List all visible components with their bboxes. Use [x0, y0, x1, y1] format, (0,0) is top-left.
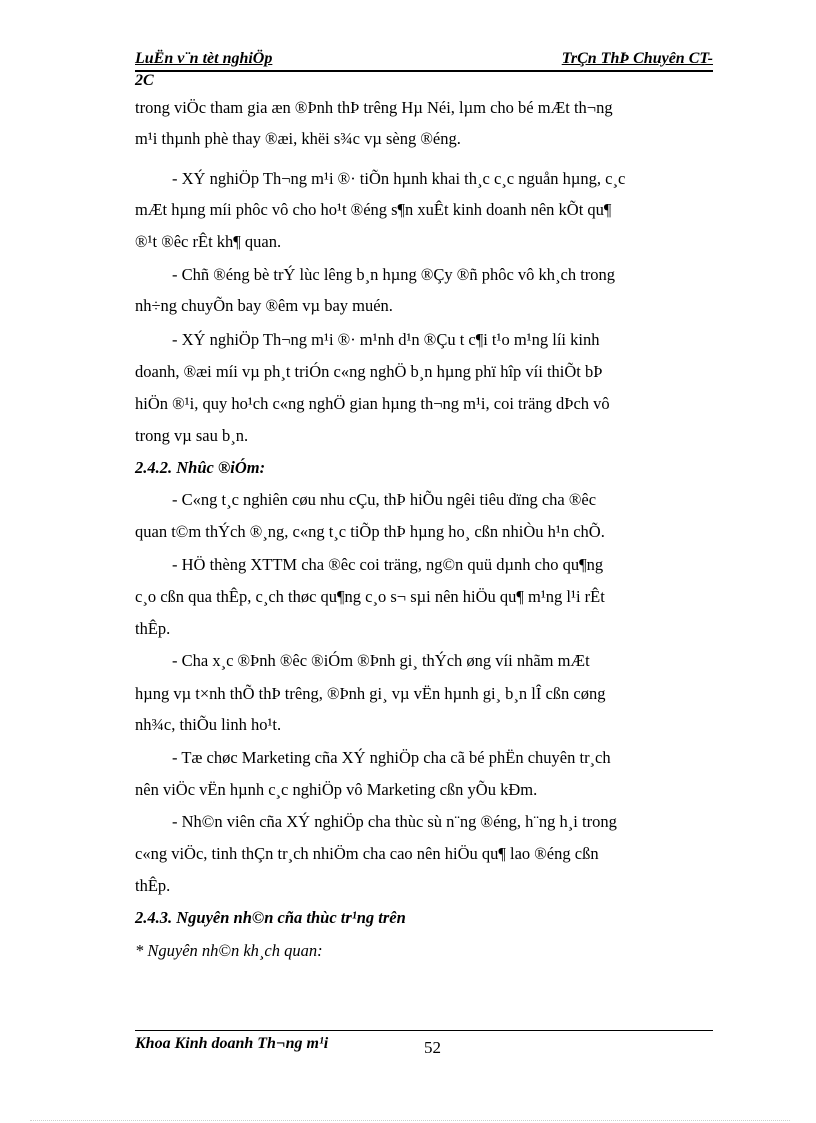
body-line: m¹i thµnh phè thay ®æi, khëi s¾c vµ sèng ®éng. [135, 129, 461, 148]
header-rule [135, 70, 713, 72]
body-line: - HÖ thèng XTTM cha ®êc coi träng, ng©n quü dµnh cho qu¶ng [172, 555, 604, 574]
body-line: - Cha x¸c ®Þnh ®êc ®iÓm ®Þnh gi¸ thÝch øng víi nhãm mÆt [172, 651, 590, 670]
body-line: - XÝ nghiÖp Th¬ng m¹i ®· m¹nh d¹n ®Çu t c¶i t¹o m¹ng líi kinh [172, 330, 600, 349]
body-line: c¸o cßn qua thÊp, c¸ch thøc qu¶ng c¸o s¬ sµi nên hiÖu qu¶ m¹ng l¹i rÊt [135, 587, 605, 606]
body-line: - Chñ ®éng bè trÝ lùc lêng b¸n hµng ®Çy ®ñ phôc vô kh¸ch trong [172, 265, 616, 284]
body-line: hµng vµ t×nh thÕ thÞ trêng, ®Þnh gi¸ vµ vËn hµnh gi¸ b¸n lÎ cßn cøng [135, 684, 606, 703]
body-line: mÆt hµng míi phôc vô cho ho¹t ®éng s¶n xuÊt kinh doanh nên kÕt qu¶ [135, 200, 612, 219]
page-number: 52 [424, 1038, 441, 1057]
body-line: ®¹t ®êc rÊt kh¶ quan. [135, 232, 282, 251]
header-thesis-title: LuËn v¨n tèt nghiÖp [135, 50, 273, 67]
body-line: nh¾c, thiÕu linh ho¹t. [135, 715, 282, 734]
body-line: nên viÖc vËn hµnh c¸c nghiÖp vô Marketing cßn yÕu kÐm. [135, 780, 538, 799]
body-line: thÊp. [135, 619, 171, 638]
section-heading: 2.4.2. Nhûc ®iÓm: [135, 458, 266, 477]
header-author-name: TrÇn ThÞ Chuyên CT- [561, 50, 713, 67]
body-line: - Nh©n viên cña XÝ nghiÖp cha thùc sù n¨ng ®éng, h¨ng h¸i trong [172, 812, 617, 831]
body-line: trong vµ sau b¸n. [135, 426, 249, 445]
body-line: doanh, ®æi míi vµ ph¸t triÓn c«ng nghÖ b¸n hµng phï hîp víi thiÕt bÞ [135, 362, 603, 381]
body-line: - Tæ chøc Marketing cña XÝ nghiÖp cha cã bé phËn chuyên tr¸ch [172, 748, 611, 767]
body-line: c«ng viÖc, tinh thÇn tr¸ch nhiÖm cha cao nên hiÖu qu¶ lao ®éng cßn [135, 844, 599, 863]
subsection-label: * Nguyên nh©n kh¸ch quan: [135, 941, 323, 960]
body-line: thÊp. [135, 876, 171, 895]
footer-rule [135, 1030, 713, 1031]
body-line: hiÖn ®¹i, quy ho¹ch c«ng nghÖ gian hµng th¬ng m¹i, coi träng dÞch vô [135, 394, 610, 413]
body-line: - C«ng t¸c nghiên cøu nhu cÇu, thÞ hiÕu ngêi tiêu dïng cha ®êc [172, 490, 597, 509]
body-line: nh÷ng chuyÕn bay ®êm vµ bay muén. [135, 296, 393, 315]
body-line: - XÝ nghiÖp Th¬ng m¹i ®· tiÕn hµnh khai th¸c c¸c nguån hµng, c¸c [172, 169, 626, 188]
header-author-class: 2C [135, 72, 154, 89]
body-line: trong viÖc tham gia æn ®Þnh thÞ trêng Hµ Néi, lµm cho bé mÆt th¬ng [135, 98, 613, 117]
section-heading: 2.4.3. Nguyên nh©n cña thùc tr¹ng trên [135, 908, 406, 927]
page-edge-divider [30, 1120, 790, 1121]
page-footer [135, 1030, 713, 1066]
footer-faculty: Khoa Kinh doanh Th¬ng m¹i [135, 1035, 329, 1052]
page-header [135, 50, 713, 92]
body-line: quan t©m thÝch ®¸ng, c«ng t¸c tiÕp thÞ hµng ho¸ cßn nhiÒu h¹n chÕ. [135, 522, 605, 541]
